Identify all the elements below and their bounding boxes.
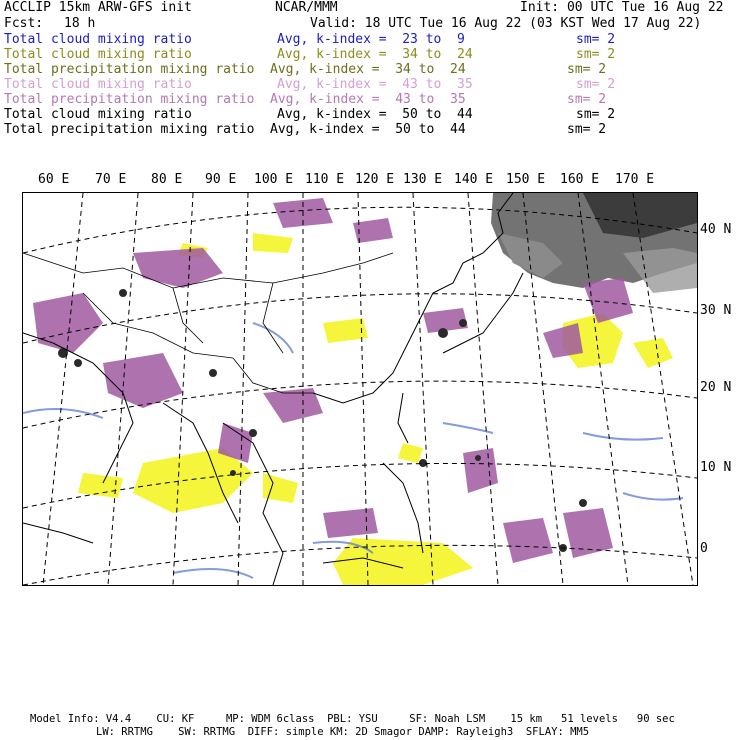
model-info-line1: Model Info: V4.4 CU: KF MP: WDM 6class PBL: YSU SF: Noah LSM 15 km 51 levels 90 sec [30, 713, 675, 725]
longitude-label: 160 E [560, 172, 600, 187]
latitude-label: 0 [700, 541, 708, 556]
field-smoothing: sm= 2 [567, 62, 607, 77]
map-panel [22, 192, 698, 586]
center-label: NCAR/MMM [275, 0, 338, 15]
product-title: ACCLIP 15km ARW-GFS init [4, 0, 192, 15]
latitude-label: 20 N [700, 380, 732, 395]
longitude-label: 150 E [506, 172, 546, 187]
map-canvas [23, 193, 697, 585]
latitude-label: 30 N [700, 303, 732, 318]
field-level-range: Avg, k-index = 50 to 44 [277, 107, 473, 122]
field-level-range: Avg, k-index = 43 to 35 [277, 77, 473, 92]
convective-cores [58, 289, 587, 552]
field-name: Total precipitation mixing ratio [4, 122, 255, 137]
field-name: Total precipitation mixing ratio [4, 62, 255, 77]
field-level-range: Avg, k-index = 43 to 35 [270, 92, 466, 107]
forecast-label: Fcst: [4, 16, 44, 31]
field-smoothing: sm= 2 [576, 107, 616, 122]
valid-time: Valid: 18 UTC Tue 16 Aug 22 (03 KST Wed 17 Aug 22) [310, 16, 702, 31]
longitude-label: 110 E [305, 172, 345, 187]
field-smoothing: sm= 2 [567, 122, 607, 137]
longitude-label: 60 E [38, 172, 70, 187]
field-name: Total cloud mixing ratio [4, 47, 192, 62]
longitude-label: 140 E [454, 172, 494, 187]
longitude-label: 90 E [205, 172, 237, 187]
forecast-hour: 18 h [64, 16, 96, 31]
field-name: Total cloud mixing ratio [4, 77, 192, 92]
longitude-label: 170 E [615, 172, 655, 187]
field-smoothing: sm= 2 [567, 92, 607, 107]
field-name: Total cloud mixing ratio [4, 32, 192, 47]
longitude-label: 80 E [151, 172, 183, 187]
field-level-range: Avg, k-index = 34 to 24 [270, 62, 466, 77]
field-smoothing: sm= 2 [576, 77, 616, 92]
longitude-label: 70 E [95, 172, 127, 187]
field-smoothing: sm= 2 [576, 47, 616, 62]
longitude-label: 120 E [355, 172, 395, 187]
field-level-range: Avg, k-index = 23 to 9 [277, 32, 465, 47]
longitude-label: 130 E [403, 172, 443, 187]
init-time: Init: 00 UTC Tue 16 Aug 22 [520, 0, 724, 15]
field-smoothing: sm= 2 [576, 32, 616, 47]
field-level-range: Avg, k-index = 34 to 24 [277, 47, 473, 62]
model-info-line2: LW: RRTMG SW: RRTMG DIFF: simple KM: 2D Smagor DAMP: Rayleigh3 SFLAY: MM5 [96, 726, 590, 738]
latitude-label: 10 N [700, 460, 732, 475]
cloud-field-gray [491, 193, 697, 293]
longitude-label: 100 E [254, 172, 294, 187]
field-name: Total cloud mixing ratio [4, 107, 192, 122]
field-name: Total precipitation mixing ratio [4, 92, 255, 107]
field-level-range: Avg, k-index = 50 to 44 [270, 122, 466, 137]
latitude-label: 40 N [700, 222, 732, 237]
